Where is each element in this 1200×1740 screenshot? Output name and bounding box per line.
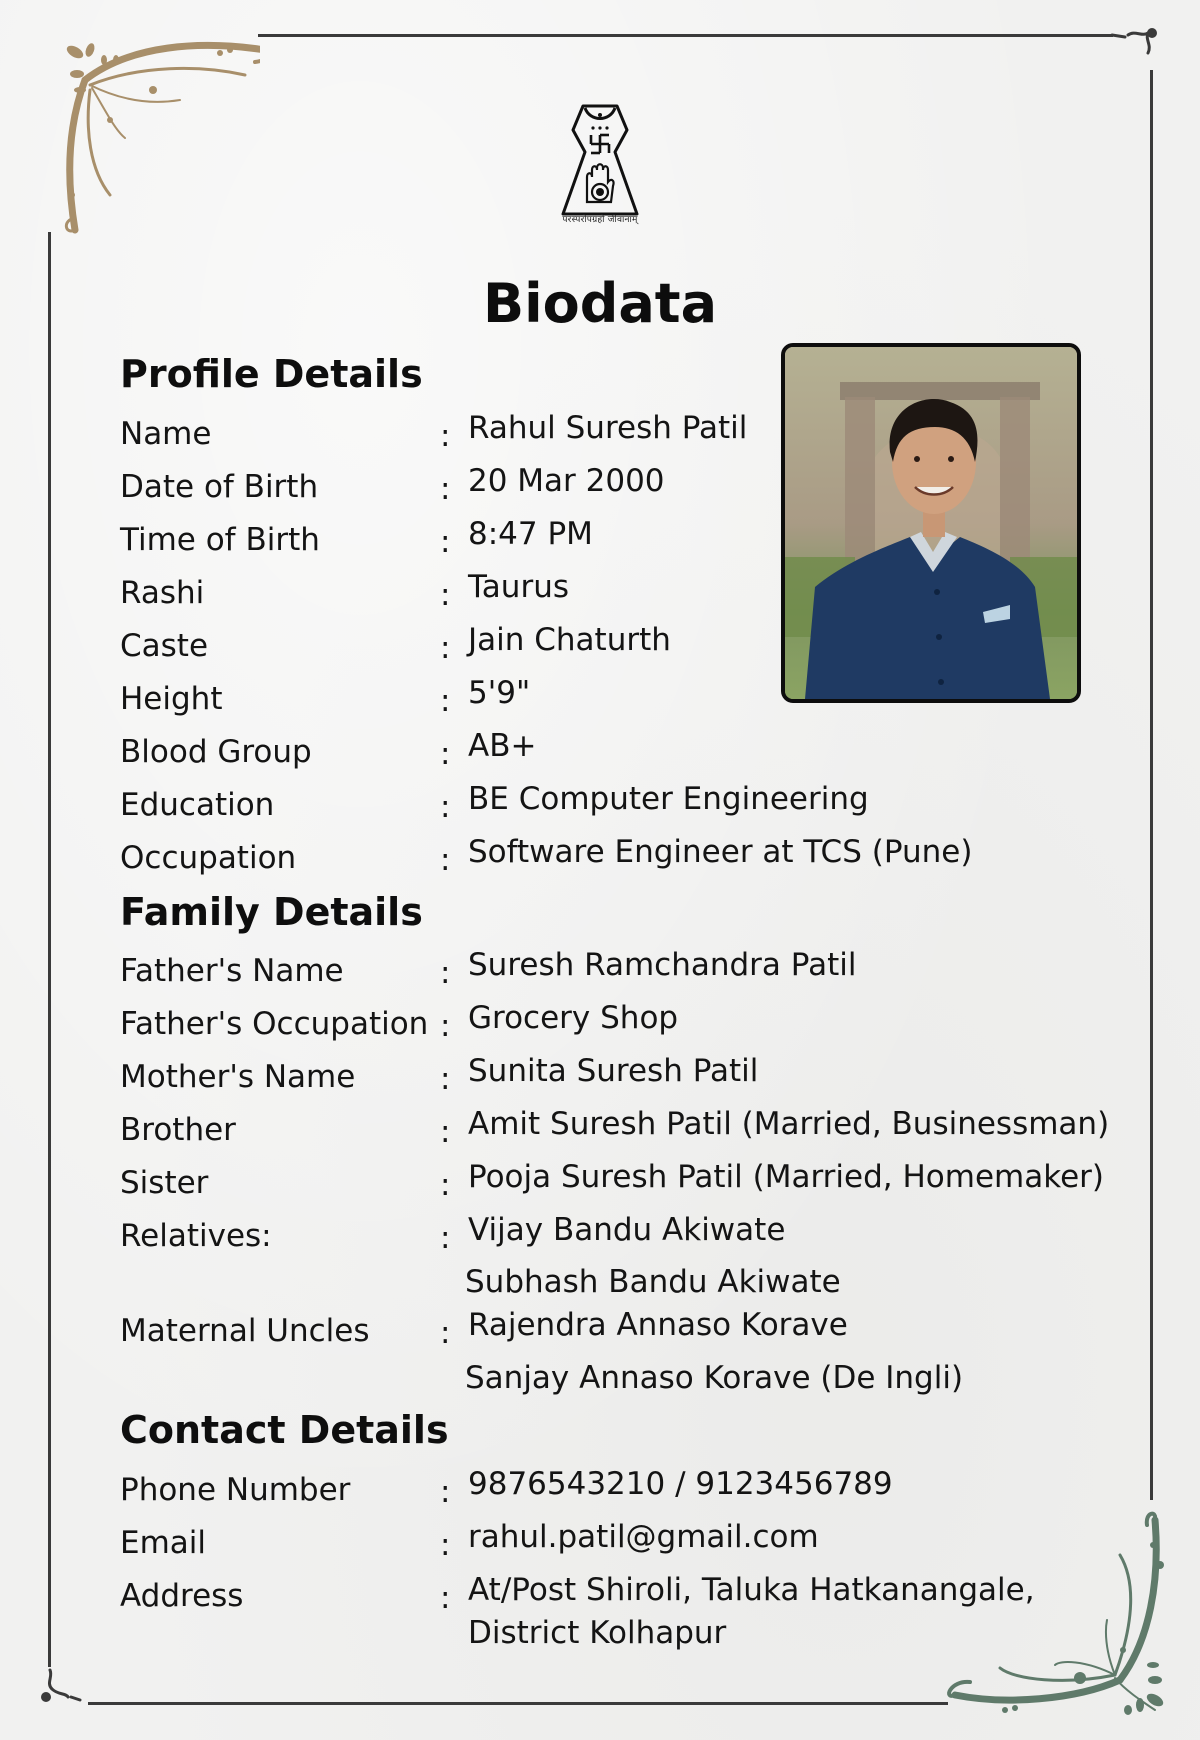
field-value: Rahul Suresh Patil [468, 410, 748, 446]
field-label: Blood Group [120, 734, 312, 770]
field-label: Address [120, 1578, 244, 1614]
separator: : [440, 683, 451, 719]
field-label: Email [120, 1525, 207, 1561]
separator: : [440, 577, 451, 613]
field-label: Father's Name [120, 953, 344, 989]
floral-corner-ornament-icon [30, 20, 260, 235]
separator: : [440, 1167, 451, 1203]
separator: : [440, 955, 451, 991]
separator: : [440, 471, 451, 507]
field-value-continuation: Sanjay Annaso Korave (De Ingli) [465, 1360, 964, 1396]
corner-flourish-icon [38, 1665, 88, 1710]
separator: : [440, 418, 451, 454]
field-value: At/Post Shiroli, Taluka Hatkanangale, [468, 1572, 1035, 1608]
border-top [258, 34, 1113, 37]
field-value: Vijay Bandu Akiwate [468, 1212, 786, 1248]
section-title-profile: Profile Details [120, 352, 423, 396]
separator: : [440, 789, 451, 825]
field-label: Rashi [120, 575, 205, 611]
field-value: 5'9" [468, 675, 531, 711]
border-bottom [88, 1702, 948, 1705]
field-label: Education [120, 787, 275, 823]
field-label: Time of Birth [120, 522, 320, 558]
field-label: Caste [120, 628, 209, 664]
jain-emblem-icon [555, 102, 645, 227]
field-value: Jain Chaturth [468, 622, 671, 658]
field-label: Mother's Name [120, 1059, 356, 1095]
field-value: rahul.patil@gmail.com [468, 1519, 819, 1555]
field-value: 20 Mar 2000 [468, 463, 665, 499]
field-label: Father's Occupation [120, 1006, 429, 1042]
separator: : [440, 1114, 451, 1150]
section-title-contact: Contact Details [120, 1408, 449, 1452]
separator: : [440, 1220, 451, 1256]
field-label: Sister [120, 1165, 209, 1201]
field-value: Software Engineer at TCS (Pune) [468, 834, 973, 870]
page-title: Biodata [482, 272, 718, 335]
field-value: Grocery Shop [468, 1000, 679, 1036]
separator: : [440, 630, 451, 666]
field-label: Name [120, 416, 212, 452]
separator: : [440, 1008, 451, 1044]
field-label: Height [120, 681, 223, 717]
separator: : [440, 1061, 451, 1097]
field-value: 9876543210 / 9123456789 [468, 1466, 893, 1502]
field-value-continuation: District Kolhapur [468, 1615, 727, 1651]
field-value: Sunita Suresh Patil [468, 1053, 759, 1089]
field-value: AB+ [468, 728, 537, 764]
field-value: Taurus [468, 569, 569, 605]
floral-corner-ornament-icon [945, 1500, 1175, 1720]
profile-photo-image [785, 347, 1077, 699]
border-left [48, 232, 51, 1667]
field-label: Date of Birth [120, 469, 319, 505]
corner-flourish-icon [1110, 25, 1160, 70]
field-value: Suresh Ramchandra Patil [468, 947, 857, 983]
profile-photo [781, 343, 1081, 703]
field-value: Amit Suresh Patil (Married, Businessman) [468, 1106, 1110, 1142]
field-value: Pooja Suresh Patil (Married, Homemaker) [468, 1159, 1104, 1195]
field-value: 8:47 PM [468, 516, 593, 552]
field-value-continuation: Subhash Bandu Akiwate [465, 1264, 841, 1300]
field-value: Rajendra Annaso Korave [468, 1307, 848, 1343]
separator: : [440, 842, 451, 878]
separator: : [440, 1580, 451, 1616]
separator: : [440, 1474, 451, 1510]
separator: : [440, 1527, 451, 1563]
field-value: BE Computer Engineering [468, 781, 869, 817]
separator: : [440, 736, 451, 772]
logo-caption: परस्परोपग्रहो जीवानाम् [562, 215, 638, 225]
field-label: Relatives: [120, 1218, 272, 1254]
separator: : [440, 524, 451, 560]
field-label: Brother [120, 1112, 236, 1148]
field-label: Occupation [120, 840, 297, 876]
field-label: Phone Number [120, 1472, 351, 1508]
field-label: Maternal Uncles [120, 1313, 370, 1349]
section-title-family: Family Details [120, 890, 423, 934]
separator: : [440, 1315, 451, 1351]
